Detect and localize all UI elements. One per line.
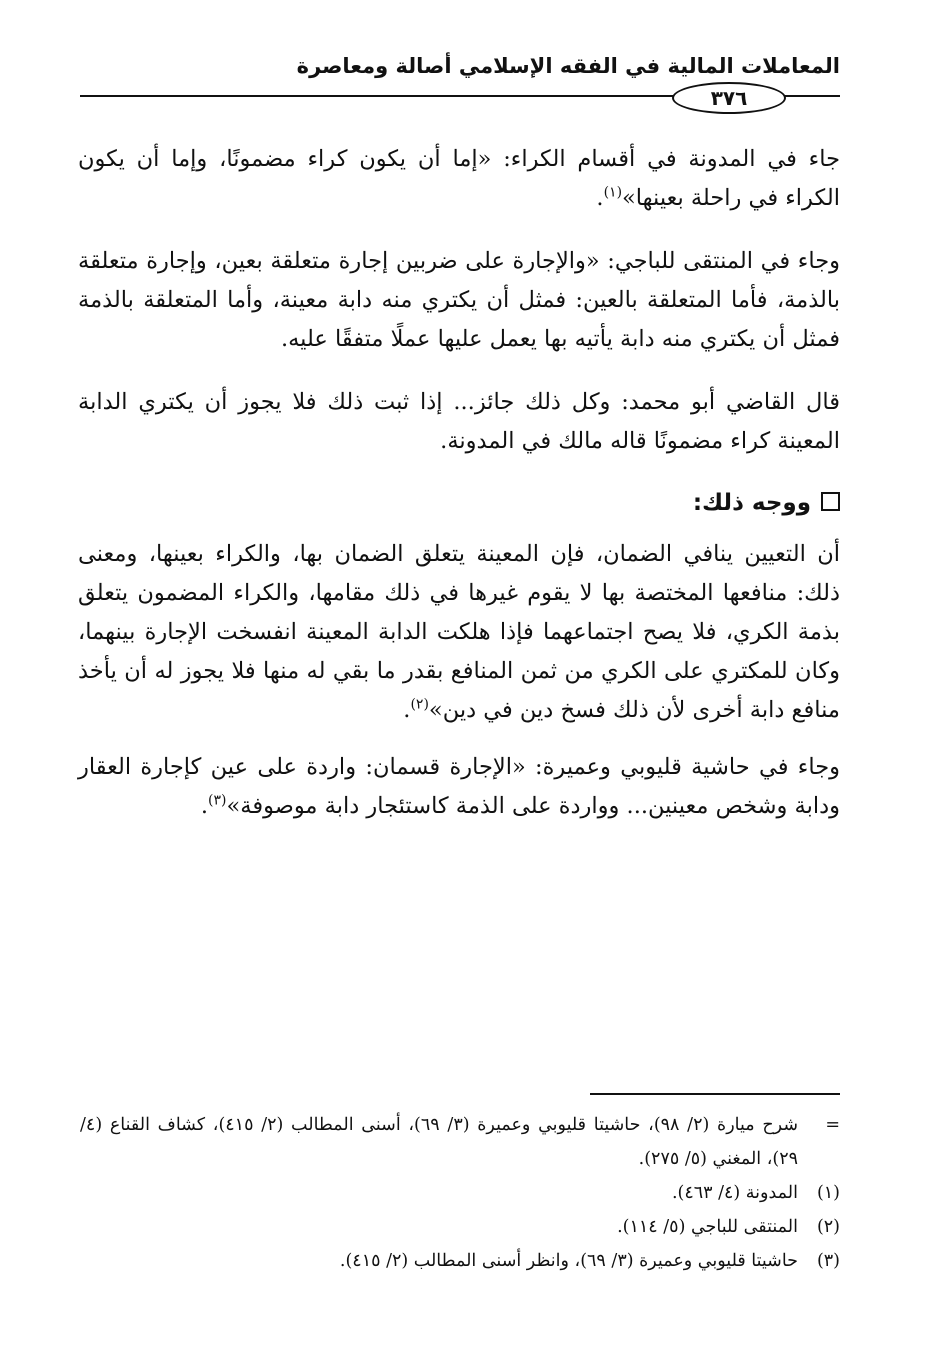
page-header xyxy=(80,52,840,112)
main-text xyxy=(78,140,840,850)
paragraph-tail: . xyxy=(596,185,604,211)
footnote-text: حاشيتا قليوبي وعميرة (٣/ ٦٩)، وانظر أسنى المطالب (٢/ ٤١٥). xyxy=(339,1251,798,1271)
running-title: المعاملات المالية في الفقه الإسلامي أصالة ومعاصرة xyxy=(296,54,840,78)
paragraph-muntaqa xyxy=(78,242,840,359)
footnote-separator xyxy=(590,1093,840,1095)
footnote-marker: = xyxy=(825,1115,840,1135)
paragraph-mudawwana xyxy=(78,140,840,218)
section-heading-text: ووجه ذلك: xyxy=(692,490,811,516)
paragraph-reasoning xyxy=(78,535,840,730)
footnote-2 xyxy=(80,1210,840,1244)
footnote-marker: (٢) xyxy=(816,1217,840,1237)
page-number: ٣٧٦ xyxy=(672,82,786,114)
paragraph-text: جاء في المدونة في أقسام الكراء: «إما أن يكون كراء مضمونًا، وإما أن يكون الكراء في راحلة بعينها» xyxy=(78,146,840,211)
footnote-ref-3: (٣) xyxy=(208,792,227,809)
checkbox-square-icon xyxy=(821,492,840,511)
footnote-continuation xyxy=(80,1108,840,1176)
footnote-ref-1: (١) xyxy=(603,184,623,201)
footnote-marker: (١) xyxy=(816,1183,840,1203)
paragraph-tail: . xyxy=(200,793,209,819)
footnote-ref-2: (٢) xyxy=(410,696,429,713)
paragraph-text: وجاء في حاشية قليوبي وعميرة: «الإجارة قسمان: واردة على عين كإجارة العقار ودابة وشخص معينين... وواردة على الذمة كاستئجار دابة موصوفة» xyxy=(78,754,840,819)
paragraph-text: أن التعيين ينافي الضمان، فإن المعينة يتعلق الضمان بها، والكراء بعينها، ومعنى ذلك: منافعها المختصة بها لا يقوم غيرها في ذلك مقامها، والكراء المضمون يتعلق بذمة الكري، فلا يصح اجتماعهما فإذا هلكت الدابة المعينة انفسخت الإجارة بينهما، وكان للمكتري على الكري من ثمن المنافع بقدر ما بقي له منها فلا يجوز له أن يأخذ منافع دابة أخرى لأن ذلك فسخ دين في دين» xyxy=(78,541,840,723)
footnote-marker: (٣) xyxy=(816,1251,840,1271)
footnote-text: شرح ميارة (٢/ ٩٨)، حاشيتا قليوبي وعميرة (٣/ ٦٩)، أسنى المطالب (٢/ ٤١٥)، كشاف القناع (٤/ ٢٩)، المغني (٥/ ٢٧٥). xyxy=(80,1115,798,1169)
section-heading xyxy=(78,485,840,521)
footnote-3 xyxy=(80,1244,840,1278)
footnotes xyxy=(80,1108,840,1278)
footnote-text: المنتقى للباجي (٥/ ١١٤). xyxy=(617,1217,798,1237)
paragraph-qalyubi xyxy=(78,748,840,826)
paragraph-qadi xyxy=(78,383,840,461)
paragraph-text: وجاء في المنتقى للباجي: «والإجارة على ضربين إجارة متعلقة بعين، وإجارة متعلقة بالذمة، فأما المتعلقة بالعين: فمثل أن يكتري منه دابة معينة، وأما المتعلقة بالذمة فمثل أن يكتري منه دابة يأتيه بها يعمل عليها عملًا متفقًا عليه. xyxy=(78,248,840,352)
paragraph-tail: . xyxy=(403,697,411,723)
footnote-1 xyxy=(80,1176,840,1210)
paragraph-text: قال القاضي أبو محمد: وكل ذلك جائز... إذا ثبت ذلك فلا يجوز أن يكتري الدابة المعينة كراء مضمونًا قاله مالك في المدونة. xyxy=(78,389,840,454)
footnote-text: المدونة (٤/ ٤٦٣). xyxy=(671,1183,798,1203)
